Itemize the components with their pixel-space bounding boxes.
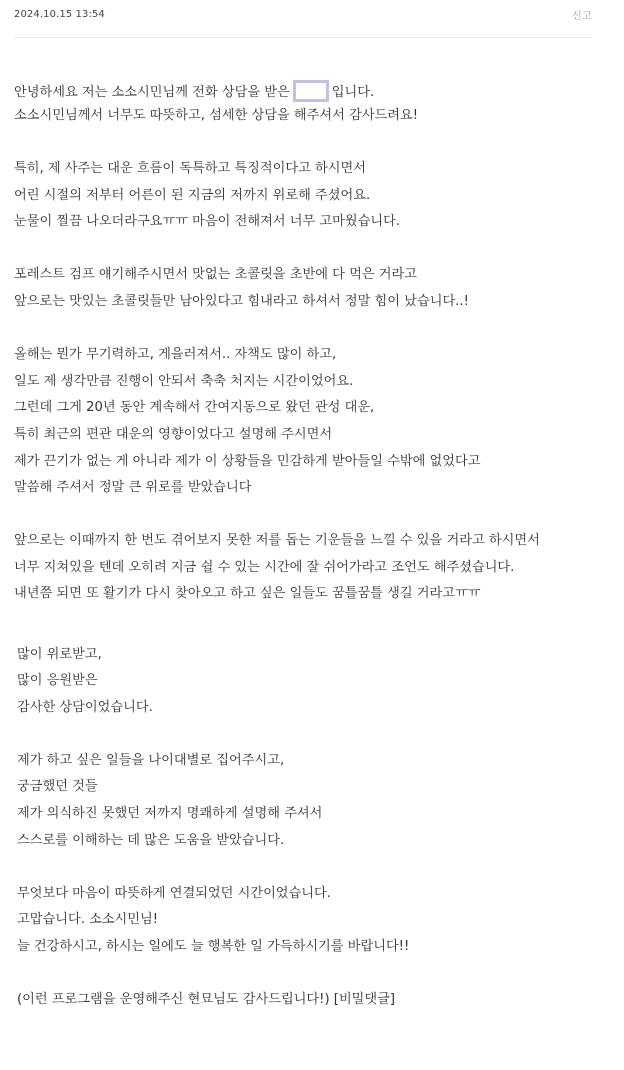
post-line: 제가 의식하진 못했던 저까지 명쾌하게 설명해 주셔서 (17, 806, 323, 821)
redacted-name-box (293, 80, 329, 102)
post-line: 궁금했던 것들 (17, 779, 98, 794)
report-link[interactable]: 신고 (571, 10, 592, 22)
post-line: 소소시민님께서 너무도 따뜻하고, 섬세한 상담을 해주셔서 감사드려요! (14, 108, 419, 123)
post-line: (이런 프로그램을 운영해주신 현묘님도 감사드립니다!) [비밀댓글] (17, 992, 396, 1007)
post-line-text: 입니다. (331, 85, 375, 100)
post-line: 올해는 뭔가 무기력하고, 게을러져서.. 자책도 많이 하고, (14, 347, 337, 362)
post-line (14, 80, 374, 102)
post-line: 말씀해 주셔서 정말 큰 위로를 받았습니다 (14, 480, 252, 495)
post-line: 많이 응원받은 (17, 673, 98, 688)
post-line: 늘 건강하시고, 하시는 일에도 늘 행복한 일 가득하시기를 바랍니다!! (17, 939, 410, 954)
post-line: 눈물이 찔끔 나오더라구요ㅠㅠ 마음이 전해져서 너무 고마웠습니다. (14, 214, 401, 229)
post-line: 내년쯤 되면 또 활기가 다시 찾아오고 하고 싶은 일들도 꿈틀꿈틀 생길 거라고ㅠㅠ (14, 586, 481, 601)
post-line: 앞으로는 맛있는 초콜릿들만 남아있다고 힘내라고 하셔서 정말 힘이 났습니다..! (14, 294, 469, 309)
post-line: 제가 하고 싶은 일들을 나이대별로 집어주시고, (17, 753, 285, 768)
post-line: 특히 최근의 편관 대운의 영향이었다고 설명해 주시면서 (14, 427, 333, 442)
post-header (14, 0, 592, 38)
post-line: 무엇보다 마음이 따뜻하게 연결되었던 시간이었습니다. (17, 886, 331, 901)
post-date: 2024.10.15 13:54 (14, 9, 105, 20)
post-line: 그런데 그게 20년 동안 계속해서 간여지동으로 왔던 관성 대운, (14, 400, 375, 415)
post-line-text: 안녕하세요 저는 소소시민님께 전화 상담을 받은 (14, 85, 290, 100)
post-line: 너무 지쳐있을 텐데 오히려 지금 쉴 수 있는 시간에 잘 쉬어가라고 조언도 해주셨습니다. (14, 560, 515, 575)
post-line: 제가 끈기가 없는 게 아니라 제가 이 상황들을 민감하게 받아들일 수밖에 없었다고 (14, 454, 481, 469)
post-line: 스스로를 이해하는 데 많은 도움을 받았습니다. (17, 833, 285, 848)
post-line: 앞으로는 이때까지 한 번도 겪어보지 못한 저를 돕는 기운들을 느낄 수 있을 거라고 하시면서 (14, 533, 540, 548)
post-line: 특히, 제 사주는 대운 흐름이 독특하고 특징적이다고 하시면서 (14, 161, 367, 176)
post-line: 많이 위로받고, (17, 647, 102, 662)
post-line: 어린 시절의 저부터 어른이 된 지금의 저까지 위로해 주셨어요. (14, 188, 371, 203)
post-line: 고맙습니다. 소소시민님! (17, 912, 159, 927)
post-line: 포레스트 검프 얘기해주시면서 맛없는 초콜릿을 초반에 다 먹은 거라고 (14, 267, 417, 282)
post-line: 감사한 상담이었습니다. (17, 700, 153, 715)
post-line: 일도 제 생각만큼 진행이 안되서 축축 처지는 시간이었어요. (14, 374, 354, 389)
